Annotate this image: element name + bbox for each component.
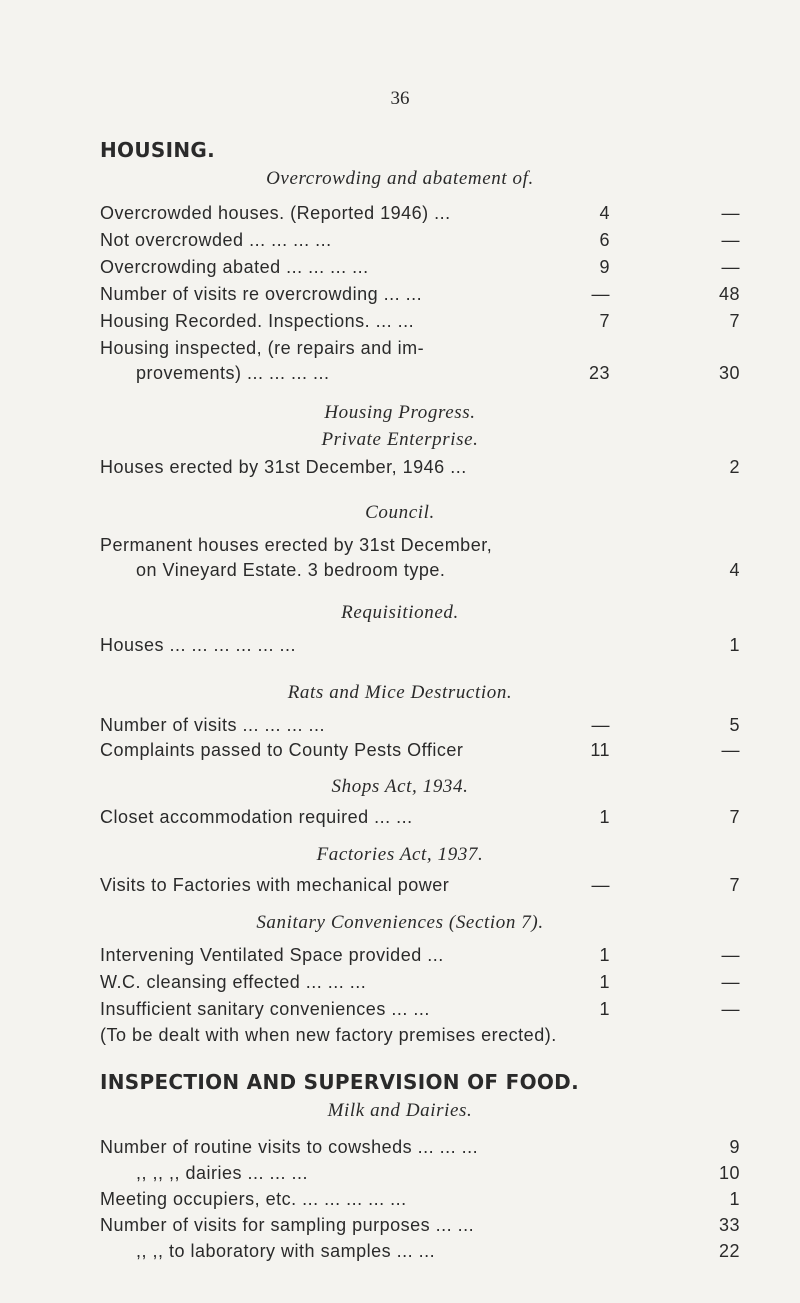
table-row	[100, 996, 740, 1022]
row-label: Number of routine visits to cowsheds ... ... ...	[100, 1137, 479, 1157]
row-label: Housing Recorded. Inspections. ... ...	[100, 311, 415, 331]
row-value-2: 10	[718, 1163, 740, 1183]
row-value-1: —	[591, 284, 610, 304]
row-label: provements) ... ... ... ...	[136, 363, 330, 383]
row-label: Number of visits for sampling purposes ... ...	[100, 1215, 475, 1235]
row-label: Intervening Ventilated Space provided ...	[100, 945, 444, 965]
row-value-2: —	[721, 257, 740, 277]
milk-dairies-subheading: Milk and Dairies.	[327, 1100, 473, 1121]
table-row	[100, 254, 740, 280]
housing-heading: HOUSING.	[100, 138, 215, 162]
food-heading: INSPECTION AND SUPERVISION OF FOOD.	[100, 1070, 579, 1094]
requisitioned-subheading: Requisitioned.	[341, 602, 459, 623]
row-label: Overcrowded houses. (Reported 1946) ...	[100, 203, 451, 223]
overcrowding-subheading: Overcrowding and abatement of.	[266, 168, 534, 189]
row-label: on Vineyard Estate. 3 bedroom type.	[136, 560, 446, 580]
row-label: Meeting occupiers, etc. ... ... ... ... ...	[100, 1189, 407, 1209]
row-value-2: —	[721, 999, 740, 1019]
row-value-2: 2	[729, 457, 740, 477]
row-label: Housing inspected, (re repairs and im-	[100, 338, 425, 358]
row-value-1: 7	[599, 311, 610, 331]
table-row	[100, 1160, 740, 1186]
table-row	[100, 454, 740, 480]
row-value-1: 4	[599, 203, 610, 223]
table-row	[100, 1212, 740, 1238]
row-label: Number of visits ... ... ... ...	[100, 715, 326, 735]
table-row	[100, 942, 740, 968]
row-value-2: 22	[718, 1241, 740, 1261]
council-subheading: Council.	[365, 502, 435, 523]
row-value-2: 48	[718, 284, 740, 304]
row-label: Houses ... ... ... ... ... ...	[100, 635, 297, 655]
row-label: Not overcrowded ... ... ... ...	[100, 230, 332, 250]
row-label: W.C. cleansing effected ... ... ...	[100, 972, 367, 992]
row-value-2: 4	[729, 560, 740, 580]
row-label: Visits to Factories with mechanical power	[100, 875, 450, 895]
row-label: Insufficient sanitary conveniences ... ...	[100, 999, 430, 1019]
row-value-2: —	[721, 972, 740, 992]
table-row	[100, 737, 740, 763]
row-value-2: —	[721, 230, 740, 250]
factories-act-subheading: Factories Act, 1937.	[316, 844, 484, 865]
row-label: Closet accommodation required ... ...	[100, 807, 413, 827]
rats-subheading: Rats and Mice Destruction.	[287, 682, 513, 703]
row-label: Overcrowding abated ... ... ... ...	[100, 257, 369, 277]
table-row	[100, 1186, 740, 1212]
row-value-1: 9	[599, 257, 610, 277]
table-row	[100, 227, 740, 253]
table-row	[100, 872, 740, 898]
row-value-1: —	[591, 715, 610, 735]
row-value-2: 5	[729, 715, 740, 735]
table-row	[100, 969, 740, 995]
table-row	[100, 712, 740, 738]
table-row	[100, 532, 740, 558]
row-value-2: —	[721, 945, 740, 965]
row-value-1: 1	[599, 807, 610, 827]
row-value-2: 7	[729, 311, 740, 331]
row-label: ,, ,, to laboratory with samples ... ...	[136, 1241, 436, 1261]
sanitary-subheading: Sanitary Conveniences (Section 7).	[256, 912, 544, 933]
row-value-1: 11	[590, 740, 610, 760]
housing-progress-subheading: Housing Progress.	[324, 402, 476, 423]
row-value-1: 1	[599, 945, 610, 965]
row-value-2: 1	[729, 635, 740, 655]
table-row	[100, 281, 740, 307]
sanitary-note: (To be dealt with when new factory premises erected).	[100, 1025, 557, 1045]
table-row	[100, 1134, 740, 1160]
row-label: Permanent houses erected by 31st December,	[100, 535, 493, 555]
row-value-1: —	[591, 875, 610, 895]
row-value-2: 33	[718, 1215, 740, 1235]
table-row	[100, 200, 740, 226]
table-row	[100, 1238, 740, 1264]
table-row	[100, 335, 740, 361]
table-row	[100, 632, 740, 658]
row-label: Complaints passed to County Pests Officer	[100, 740, 464, 760]
row-value-1: 1	[599, 972, 610, 992]
row-value-1: 1	[599, 999, 610, 1019]
row-value-1: 6	[599, 230, 610, 250]
table-row	[100, 804, 740, 830]
table-row	[100, 308, 740, 334]
table-row	[100, 557, 740, 583]
row-value-1: 23	[588, 363, 610, 383]
row-value-2: 7	[729, 875, 740, 895]
row-label: Houses erected by 31st December, 1946 ...	[100, 457, 467, 477]
shops-act-subheading: Shops Act, 1934.	[331, 776, 469, 797]
row-label: ,, ,, ,, dairies ... ... ...	[136, 1163, 309, 1183]
row-value-2: —	[721, 740, 740, 760]
row-label: Number of visits re overcrowding ... ...	[100, 284, 423, 304]
row-value-2: —	[721, 203, 740, 223]
private-enterprise-subheading: Private Enterprise.	[321, 429, 479, 450]
row-value-2: 30	[718, 363, 740, 383]
row-value-2: 9	[729, 1137, 740, 1157]
table-row	[100, 360, 740, 386]
page-number: 36	[390, 88, 410, 109]
row-value-2: 7	[729, 807, 740, 827]
row-value-2: 1	[729, 1189, 740, 1209]
